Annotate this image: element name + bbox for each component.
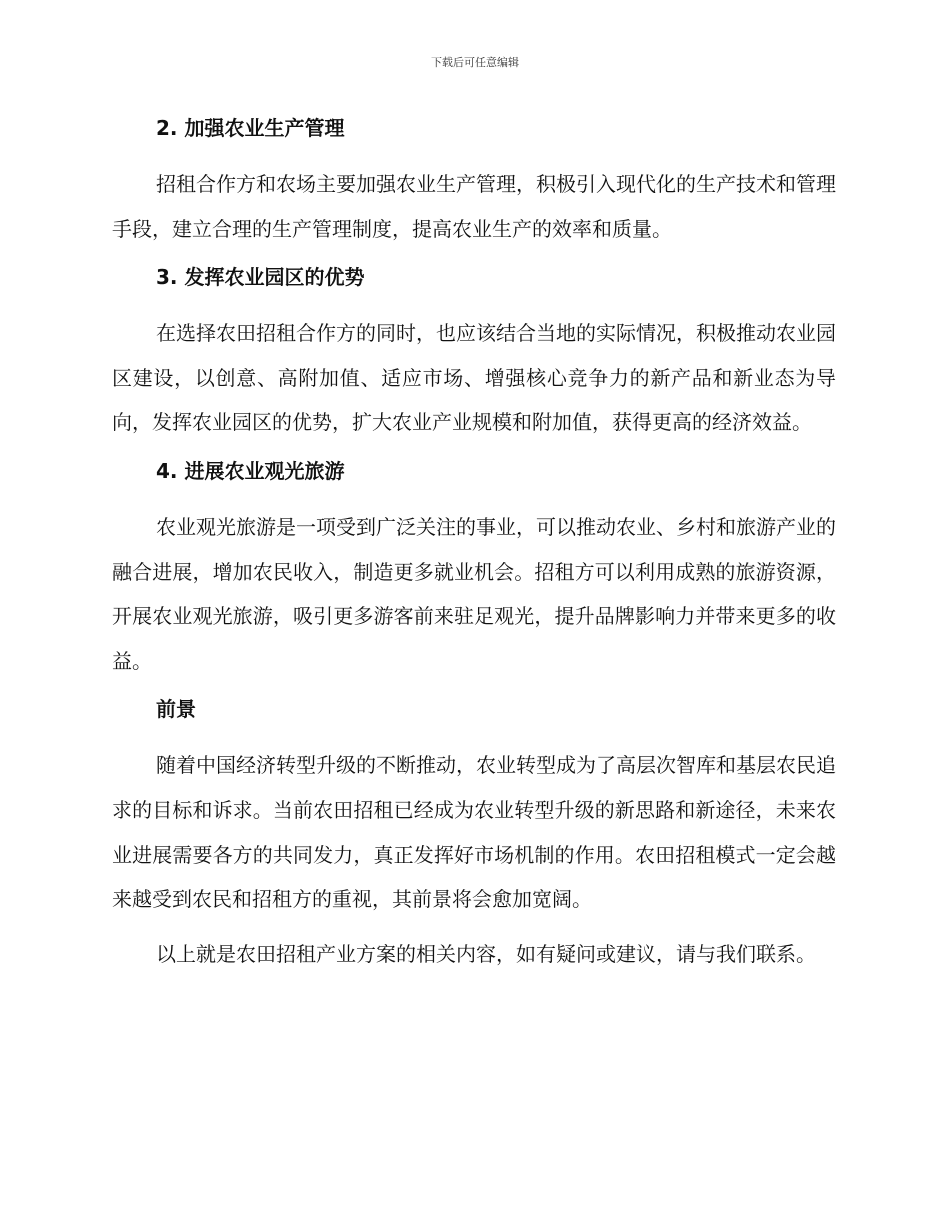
paragraph: 农业观光旅游是一项受到广泛关注的事业，可以推动农业、乡村和旅游产业的融合进展，增加农民收入，制造更多就业机会。招租方可以利用成熟的旅游资源，开展农业观光旅游，吸引更多游客前来驻足观光，提升品牌影响力并带来更多的收益。 <box>112 514 836 673</box>
document-body <box>112 112 836 986</box>
paragraph: 招租合作方和农场主要加强农业生产管理，积极引入现代化的生产技术和管理手段，建立合理的生产管理制度，提高农业生产的效率和质量。 <box>112 172 836 241</box>
page-header-note: 下载后可任意编辑 <box>431 56 519 69</box>
section-heading: 2. 加强农业生产管理 <box>156 116 345 140</box>
paragraph: 随着中国经济转型升级的不断推动，农业转型成为了高层次智库和基层农民追求的目标和诉求。当前农田招租已经成为农业转型升级的新思路和新途径，未来农业进展需要各方的共同发力，真正发挥好市场机制的作用。农田招租模式一定会越来越受到农民和招租方的重视，其前景将会愈加宽阔。 <box>112 753 836 912</box>
section-heading: 前景 <box>156 697 196 722</box>
paragraph: 以上就是农田招租产业方案的相关内容，如有疑问或建议，请与我们联系。 <box>156 941 816 966</box>
section-heading: 4. 进展农业观光旅游 <box>156 458 345 483</box>
section-heading: 3. 发挥农业园区的优势 <box>156 265 365 290</box>
paragraph: 在选择农田招租合作方的同时，也应该结合当地的实际情况，积极推动农业园区建设，以创意、高附加值、适应市场、增强核心竞争力的新产品和新业态为导向，发挥农业园区的优势，扩大农业产业规模和附加值，获得更高的经济效益。 <box>112 321 836 435</box>
